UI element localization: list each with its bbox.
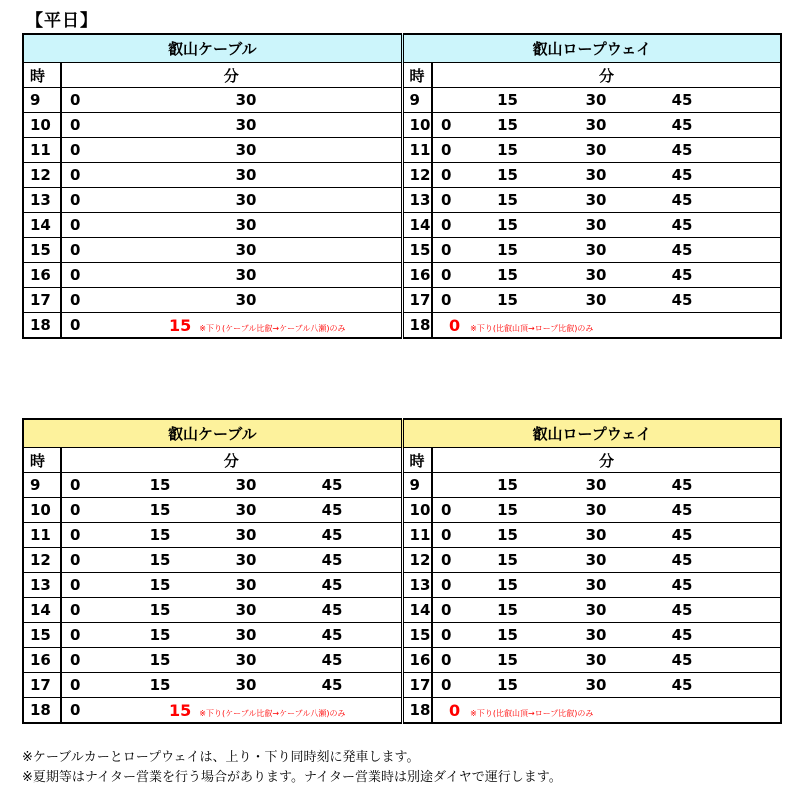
ropeway-minute-cell: 0 [432, 648, 462, 673]
cable-hour-cell: 15 [23, 623, 61, 648]
cable-minute-cell: 0 [61, 213, 117, 238]
ropeway-minute-cell: 45 [639, 573, 725, 598]
ropeway-special-note: ※下り(比叡山頂→ロープ比叡)のみ [470, 323, 594, 333]
timetable-title-row [23, 419, 781, 448]
cable-minute-cell: 45 [289, 673, 375, 698]
cable-spacer-cell [375, 673, 402, 698]
cable-minute-cell [117, 288, 203, 313]
ropeway-spacer-cell [725, 598, 781, 623]
cable-spacer-cell [375, 113, 402, 138]
cable-hour-cell: 14 [23, 213, 61, 238]
ropeway-spacer-cell [725, 623, 781, 648]
cable-spacer-cell [375, 623, 402, 648]
ropeway-hour-cell: 15 [402, 623, 432, 648]
ropeway-minute-cell: 15 [462, 138, 553, 163]
cable-line-header: 叡山ケーブル [23, 34, 402, 63]
cable-minute-cell: 30 [203, 623, 289, 648]
ropeway-hour-cell: 14 [402, 213, 432, 238]
timetable-row [23, 573, 781, 598]
ropeway-hour-cell: 13 [402, 188, 432, 213]
cable-minute-cell: 0 [61, 698, 117, 724]
ropeway-special-departure [432, 698, 781, 724]
ropeway-hour-cell: 9 [402, 473, 432, 498]
cable-hour-cell: 18 [23, 313, 61, 339]
cable-spacer-cell [375, 473, 402, 498]
ropeway-minute-cell: 0 [432, 113, 462, 138]
cable-hour-cell: 15 [23, 238, 61, 263]
ropeway-minute-cell: 45 [639, 88, 725, 113]
ropeway-hour-cell: 11 [402, 523, 432, 548]
cable-hour-cell: 12 [23, 163, 61, 188]
cable-minute-cell: 0 [61, 473, 117, 498]
cable-minute-cell: 0 [61, 263, 117, 288]
timetable-row [23, 288, 781, 313]
ropeway-spacer-cell [725, 113, 781, 138]
ropeway-minute-cell: 45 [639, 138, 725, 163]
ropeway-minute-cell: 15 [462, 498, 553, 523]
cable-minute-cell: 0 [61, 188, 117, 213]
cable-spacer-cell [375, 573, 402, 598]
ropeway-hour-cell: 18 [402, 698, 432, 724]
cable-minute-cell [117, 88, 203, 113]
cable-spacer-cell [375, 88, 402, 113]
cable-hour-cell: 17 [23, 673, 61, 698]
cable-minute-cell: 15 [117, 573, 203, 598]
cable-spacer-cell [375, 238, 402, 263]
ropeway-minute-cell: 45 [639, 288, 725, 313]
cable-minute-cell: 0 [61, 523, 117, 548]
ropeway-minute-cell: 45 [639, 523, 725, 548]
ropeway-minute-cell: 15 [462, 288, 553, 313]
ropeway-minute-cell: 15 [462, 598, 553, 623]
cable-hour-header: 時 [23, 63, 61, 88]
ropeway-minute-cell: 45 [639, 498, 725, 523]
ropeway-minute-cell: 30 [553, 288, 639, 313]
cable-minute-cell: 45 [289, 548, 375, 573]
ropeway-line-header: 叡山ロープウェイ [402, 34, 781, 63]
ropeway-minute-cell: 15 [462, 648, 553, 673]
timetable-row [23, 113, 781, 138]
ropeway-hour-cell: 10 [402, 498, 432, 523]
ropeway-spacer-cell [725, 263, 781, 288]
cable-minute-cell: 0 [61, 138, 117, 163]
ropeway-spacer-cell [725, 498, 781, 523]
cable-minute-cell [289, 163, 375, 188]
timetable-column-header-row [23, 448, 781, 473]
ropeway-hour-cell: 12 [402, 548, 432, 573]
cable-spacer-cell [375, 138, 402, 163]
ropeway-minute-cell: 45 [639, 473, 725, 498]
cable-minute-cell: 45 [289, 523, 375, 548]
ropeway-minute-cell: 45 [639, 673, 725, 698]
cable-spacer-cell [375, 188, 402, 213]
ropeway-minute-cell: 15 [462, 573, 553, 598]
ropeway-special-minute: 0 [449, 315, 461, 335]
ropeway-spacer-cell [725, 213, 781, 238]
ropeway-hour-cell: 12 [402, 163, 432, 188]
cable-minute-cell: 15 [117, 598, 203, 623]
ropeway-minute-cell: 45 [639, 648, 725, 673]
cable-minute-cell: 30 [203, 673, 289, 698]
cable-hour-cell: 9 [23, 473, 61, 498]
cable-minute-cell: 30 [203, 188, 289, 213]
ropeway-minute-cell: 15 [462, 88, 553, 113]
ropeway-minute-cell: 30 [553, 623, 639, 648]
ropeway-hour-cell: 16 [402, 648, 432, 673]
cable-minute-cell [289, 138, 375, 163]
cable-hour-cell: 13 [23, 188, 61, 213]
ropeway-special-minute: 0 [449, 700, 461, 720]
ropeway-hour-header: 時 [402, 448, 432, 473]
cable-special-departure [117, 313, 402, 339]
cable-spacer-cell [375, 213, 402, 238]
cable-hour-cell: 9 [23, 88, 61, 113]
timetable-column-header-row [23, 63, 781, 88]
cable-special-note: ※下り(ケーブル比叡→ケーブル八瀬)のみ [199, 323, 346, 333]
timetable-row [23, 88, 781, 113]
weekday-timetable-body [23, 34, 781, 338]
ropeway-minute-cell: 30 [553, 113, 639, 138]
cable-minute-cell: 15 [117, 548, 203, 573]
ropeway-spacer-cell [725, 548, 781, 573]
ropeway-minute-cell: 45 [639, 238, 725, 263]
cable-minute-cell [117, 138, 203, 163]
ropeway-minute-cell [432, 88, 462, 113]
ropeway-minute-cell: 45 [639, 188, 725, 213]
cable-minute-cell: 30 [203, 648, 289, 673]
ropeway-minute-cell: 15 [462, 113, 553, 138]
holiday-timetable [22, 418, 782, 724]
ropeway-minute-cell: 30 [553, 648, 639, 673]
cable-minute-cell: 0 [61, 648, 117, 673]
timetable-title-row [23, 34, 781, 63]
ropeway-minute-cell: 30 [553, 188, 639, 213]
cable-minute-cell: 30 [203, 523, 289, 548]
ropeway-minute-cell [432, 473, 462, 498]
ropeway-minute-cell: 45 [639, 598, 725, 623]
ropeway-minute-cell: 15 [462, 163, 553, 188]
ropeway-minute-cell: 30 [553, 238, 639, 263]
ropeway-minute-cell: 15 [462, 523, 553, 548]
footer-note-2: ※夏期等はナイター営業を行う場合があります。ナイター営業時は別途ダイヤで運行します。 [22, 770, 562, 785]
ropeway-minute-cell: 30 [553, 263, 639, 288]
cable-minute-cell: 30 [203, 548, 289, 573]
cable-hour-cell: 10 [23, 113, 61, 138]
ropeway-minute-cell: 45 [639, 163, 725, 188]
ropeway-minute-cell: 0 [432, 573, 462, 598]
cable-minute-header: 分 [61, 63, 402, 88]
ropeway-hour-cell: 15 [402, 238, 432, 263]
cable-spacer-cell [375, 523, 402, 548]
cable-minute-cell [117, 163, 203, 188]
holiday-timetable-body [23, 419, 781, 723]
cable-spacer-cell [375, 288, 402, 313]
cable-minute-cell: 15 [117, 648, 203, 673]
cable-hour-header: 時 [23, 448, 61, 473]
timetable-row [23, 163, 781, 188]
cable-hour-cell: 13 [23, 573, 61, 598]
cable-line-header: 叡山ケーブル [23, 419, 402, 448]
cable-minute-cell: 0 [61, 498, 117, 523]
cable-minute-cell: 0 [61, 113, 117, 138]
ropeway-line-header: 叡山ロープウェイ [402, 419, 781, 448]
ropeway-spacer-cell [725, 673, 781, 698]
ropeway-minute-cell: 15 [462, 473, 553, 498]
cable-minute-cell: 30 [203, 213, 289, 238]
ropeway-minute-cell: 15 [462, 673, 553, 698]
cable-minute-cell: 30 [203, 163, 289, 188]
ropeway-minute-cell: 0 [432, 523, 462, 548]
timetable-row [23, 598, 781, 623]
cable-minute-cell [289, 263, 375, 288]
cable-minute-cell: 45 [289, 623, 375, 648]
ropeway-minute-cell: 15 [462, 623, 553, 648]
cable-minute-cell [289, 188, 375, 213]
cable-minute-cell: 0 [61, 548, 117, 573]
cable-special-minute: 15 [169, 700, 192, 720]
ropeway-spacer-cell [725, 288, 781, 313]
ropeway-minute-cell: 0 [432, 188, 462, 213]
ropeway-minute-cell: 30 [553, 213, 639, 238]
ropeway-minute-cell: 0 [432, 288, 462, 313]
ropeway-spacer-cell [725, 523, 781, 548]
cable-minute-cell [289, 113, 375, 138]
cable-minute-cell: 45 [289, 573, 375, 598]
ropeway-minute-cell: 0 [432, 238, 462, 263]
ropeway-minute-cell: 30 [553, 673, 639, 698]
ropeway-hour-cell: 18 [402, 313, 432, 339]
ropeway-minute-cell: 30 [553, 498, 639, 523]
ropeway-hour-cell: 14 [402, 598, 432, 623]
cable-minute-cell [289, 88, 375, 113]
ropeway-minute-cell: 30 [553, 598, 639, 623]
ropeway-hour-cell: 11 [402, 138, 432, 163]
ropeway-spacer-cell [725, 88, 781, 113]
cable-minute-header: 分 [61, 448, 402, 473]
cable-minute-cell: 0 [61, 673, 117, 698]
cable-minute-cell: 15 [117, 473, 203, 498]
ropeway-spacer-cell [725, 473, 781, 498]
ropeway-hour-header: 時 [402, 63, 432, 88]
cable-hour-cell: 16 [23, 263, 61, 288]
cable-minute-cell [289, 238, 375, 263]
timetable-row-last [23, 698, 781, 724]
ropeway-minute-cell: 0 [432, 138, 462, 163]
timetable-row [23, 648, 781, 673]
timetable-row [23, 473, 781, 498]
timetable-row [23, 188, 781, 213]
timetable-row [23, 548, 781, 573]
ropeway-minute-cell: 15 [462, 213, 553, 238]
cable-spacer-cell [375, 548, 402, 573]
ropeway-minute-cell: 45 [639, 213, 725, 238]
ropeway-minute-cell: 45 [639, 113, 725, 138]
cable-minute-cell: 45 [289, 598, 375, 623]
ropeway-minute-cell: 0 [432, 673, 462, 698]
timetable-row [23, 213, 781, 238]
cable-minute-cell [117, 113, 203, 138]
weekday-timetable [22, 33, 782, 339]
cable-spacer-cell [375, 648, 402, 673]
timetable-row [23, 138, 781, 163]
ropeway-minute-cell: 15 [462, 263, 553, 288]
ropeway-minute-cell: 0 [432, 623, 462, 648]
ropeway-hour-cell: 16 [402, 263, 432, 288]
ropeway-minute-cell: 30 [553, 138, 639, 163]
ropeway-minute-cell: 30 [553, 523, 639, 548]
ropeway-spacer-cell [725, 138, 781, 163]
cable-minute-cell: 0 [61, 573, 117, 598]
timetable-row [23, 673, 781, 698]
cable-minute-cell: 15 [117, 498, 203, 523]
ropeway-hour-cell: 10 [402, 113, 432, 138]
cable-minute-cell: 45 [289, 473, 375, 498]
cable-spacer-cell [375, 498, 402, 523]
cable-minute-cell [289, 213, 375, 238]
cable-minute-cell: 45 [289, 498, 375, 523]
ropeway-minute-header: 分 [432, 448, 781, 473]
ropeway-minute-cell: 0 [432, 498, 462, 523]
timetable-row [23, 623, 781, 648]
cable-minute-cell: 0 [61, 313, 117, 339]
ropeway-minute-cell: 15 [462, 548, 553, 573]
ropeway-minute-cell: 30 [553, 88, 639, 113]
ropeway-minute-cell: 45 [639, 623, 725, 648]
ropeway-spacer-cell [725, 163, 781, 188]
cable-minute-cell [117, 188, 203, 213]
ropeway-hour-cell: 13 [402, 573, 432, 598]
ropeway-hour-cell: 17 [402, 673, 432, 698]
cable-minute-cell: 30 [203, 263, 289, 288]
cable-minute-cell [289, 288, 375, 313]
ropeway-minute-cell: 0 [432, 163, 462, 188]
cable-minute-cell: 15 [117, 623, 203, 648]
ropeway-minute-cell: 0 [432, 548, 462, 573]
ropeway-spacer-cell [725, 573, 781, 598]
cable-hour-cell: 11 [23, 138, 61, 163]
ropeway-minute-cell: 45 [639, 548, 725, 573]
cable-minute-cell: 0 [61, 163, 117, 188]
cable-minute-cell: 30 [203, 138, 289, 163]
cable-minute-cell [117, 263, 203, 288]
cable-minute-cell: 0 [61, 88, 117, 113]
ropeway-minute-cell: 15 [462, 238, 553, 263]
timetable-row [23, 263, 781, 288]
cable-spacer-cell [375, 263, 402, 288]
ropeway-minute-cell: 0 [432, 598, 462, 623]
timetable-row [23, 238, 781, 263]
cable-spacer-cell [375, 598, 402, 623]
ropeway-minute-cell: 30 [553, 573, 639, 598]
cable-minute-cell: 0 [61, 288, 117, 313]
cable-minute-cell: 30 [203, 598, 289, 623]
cable-minute-cell: 30 [203, 573, 289, 598]
cable-minute-cell: 45 [289, 648, 375, 673]
cable-spacer-cell [375, 163, 402, 188]
timetable-row [23, 523, 781, 548]
ropeway-spacer-cell [725, 648, 781, 673]
cable-minute-cell: 0 [61, 598, 117, 623]
timetable-row [23, 498, 781, 523]
ropeway-minute-cell: 30 [553, 473, 639, 498]
cable-minute-cell: 30 [203, 113, 289, 138]
cable-hour-cell: 16 [23, 648, 61, 673]
cable-minute-cell: 0 [61, 623, 117, 648]
cable-hour-cell: 17 [23, 288, 61, 313]
ropeway-minute-cell: 30 [553, 163, 639, 188]
cable-hour-cell: 18 [23, 698, 61, 724]
cable-minute-cell [117, 213, 203, 238]
ropeway-minute-header: 分 [432, 63, 781, 88]
cable-minute-cell [117, 238, 203, 263]
cable-hour-cell: 14 [23, 598, 61, 623]
timetable-row-last [23, 313, 781, 339]
ropeway-minute-cell: 15 [462, 188, 553, 213]
ropeway-special-departure [432, 313, 781, 339]
ropeway-minute-cell: 0 [432, 263, 462, 288]
cable-special-minute: 15 [169, 315, 192, 335]
cable-hour-cell: 12 [23, 548, 61, 573]
cable-minute-cell: 30 [203, 498, 289, 523]
cable-special-departure [117, 698, 402, 724]
footer-note-1: ※ケーブルカーとロープウェイは、上り・下り同時刻に発車します。 [22, 750, 420, 765]
ropeway-special-note: ※下り(比叡山頂→ロープ比叡)のみ [470, 708, 594, 718]
ropeway-hour-cell: 17 [402, 288, 432, 313]
cable-minute-cell: 15 [117, 673, 203, 698]
ropeway-minute-cell: 0 [432, 213, 462, 238]
cable-minute-cell: 30 [203, 88, 289, 113]
cable-minute-cell: 0 [61, 238, 117, 263]
cable-minute-cell: 30 [203, 288, 289, 313]
ropeway-spacer-cell [725, 188, 781, 213]
cable-special-note: ※下り(ケーブル比叡→ケーブル八瀬)のみ [199, 708, 346, 718]
ropeway-hour-cell: 9 [402, 88, 432, 113]
cable-minute-cell: 15 [117, 523, 203, 548]
ropeway-spacer-cell [725, 238, 781, 263]
cable-minute-cell: 30 [203, 238, 289, 263]
cable-minute-cell: 30 [203, 473, 289, 498]
cable-hour-cell: 10 [23, 498, 61, 523]
ropeway-minute-cell: 30 [553, 548, 639, 573]
cable-hour-cell: 11 [23, 523, 61, 548]
ropeway-minute-cell: 45 [639, 263, 725, 288]
weekday-section-title: 【平日】 [26, 11, 98, 31]
